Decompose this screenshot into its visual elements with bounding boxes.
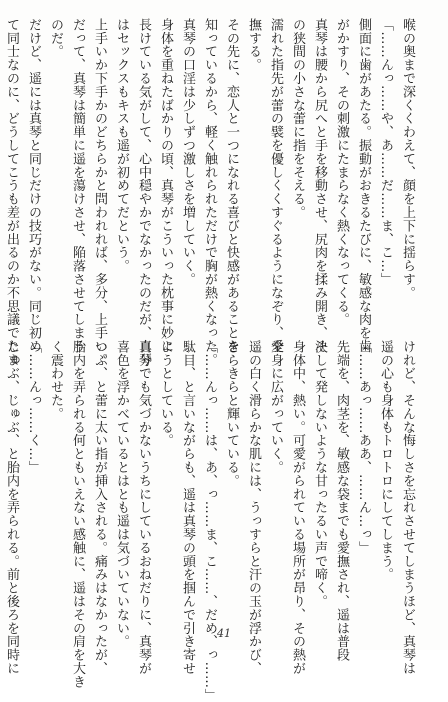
text-line: 喜色を浮かべているとはとも遥は気づいていない。 (114, 340, 129, 649)
text-line: 真琴の口淫は少しずつ激しさを増していく。 (180, 18, 195, 286)
text-line: がかすり、その刺激にたまらなく熱くなってくる。 (334, 18, 349, 327)
text-line: つぷ、と蕾に太い指が挿入される。痛みはなかったが、 (92, 340, 107, 675)
text-line: ようとしている。 (158, 340, 173, 448)
text-line: 駄目、と言いながらも、遥は真琴の頭を掴んで引き寄せ (180, 340, 195, 675)
text-line: 喉の奥まで深くくわえて、顔を上下に揺らす。 (400, 18, 415, 300)
text-line: 「……んっ……や、あ……だ……ま、こ…」 (378, 18, 393, 286)
text-line: じゅぶ、じゅぶ、と胎内を弄られる。前と後ろを同時に (4, 340, 19, 675)
text-line: 真琴は腰から尻へと手を移動させ、尻肉を揉み開き、そ (312, 18, 327, 353)
text-line: 「……あっ……ああ、……ん…っ」 (356, 340, 371, 555)
text-line: て同士なのに、どうしてこうも差が出るのか不思議でたま (4, 18, 19, 367)
text-line: きらきらと輝いている。 (224, 340, 239, 488)
text-line: 全身に広がっていく。 (268, 340, 283, 474)
text-line: 「……んっ……く…」 (26, 340, 41, 474)
text-line: 決して発しないような甘ったるい声で啼く。 (312, 340, 327, 608)
text-line: 身体中、熱い。可愛がられている場所が昂り、その熱が (290, 340, 305, 675)
text-line: の狭間の小さな蕾に指をそえる。 (290, 18, 305, 219)
text-line: 自分でも気づかないうちにしているおねだりに、真琴が (136, 340, 151, 675)
text-line: 「……んっ……は、あ、っ……ま、こ……、だめ、っ……」 (202, 340, 217, 702)
text-line: 先端を、肉茎を、敏感な袋までも愛撫され、遥は普段 (334, 340, 349, 662)
text-line: はセックスもキスも遥が初めてだという。 (114, 18, 129, 273)
text-line: だけど、遥には真琴と同じだけの技巧がない。同じ初め (26, 18, 41, 353)
text-line: 濡れた指先が蕾の襞を優しくくすぐるようになぞり、愛 (268, 18, 283, 353)
text-block-upper (4, 18, 418, 367)
text-line: 知っているから、軽く触れられただけで胸が熱くなった。 (202, 18, 217, 367)
text-line: 遥の心も身体もトロトロにしてしまう。 (378, 340, 393, 582)
text-line: 遥の白く滑らかな肌には、うっすらと汗の玉が浮かび、 (246, 340, 261, 675)
text-line: 上手いか下手かのどちらかと問われれば、多分、上手い。 (92, 18, 107, 367)
text-line: 側面に歯があたる。振動がおきるたびに、敏感な肉を歯 (356, 18, 371, 353)
page-number: 41 (217, 627, 231, 640)
text-line: だって、真琴は簡単に遥を蕩けさせ、陥落させてしまう (70, 18, 85, 353)
text-line: 撫する。 (246, 18, 261, 72)
text-line: 胎内を弄られる何ともいえない感触に、遥はその肩を大き (70, 340, 85, 689)
text-line: けれど、そんな悔しさを忘れさせてしまうほど、真琴は (400, 340, 415, 675)
text-line: 長けている気がして、心中穏やかでなかったのだが、真琴 (136, 18, 151, 367)
text-line: 身体を重ねたばかりの頃、真琴がこういった枕事に妙に (158, 18, 173, 353)
text-line: のだ。 (48, 18, 63, 59)
text-line: く震わせた。 (48, 340, 63, 421)
text-line: その先に、恋人と一つになれる喜びと快感があることを (224, 18, 239, 353)
